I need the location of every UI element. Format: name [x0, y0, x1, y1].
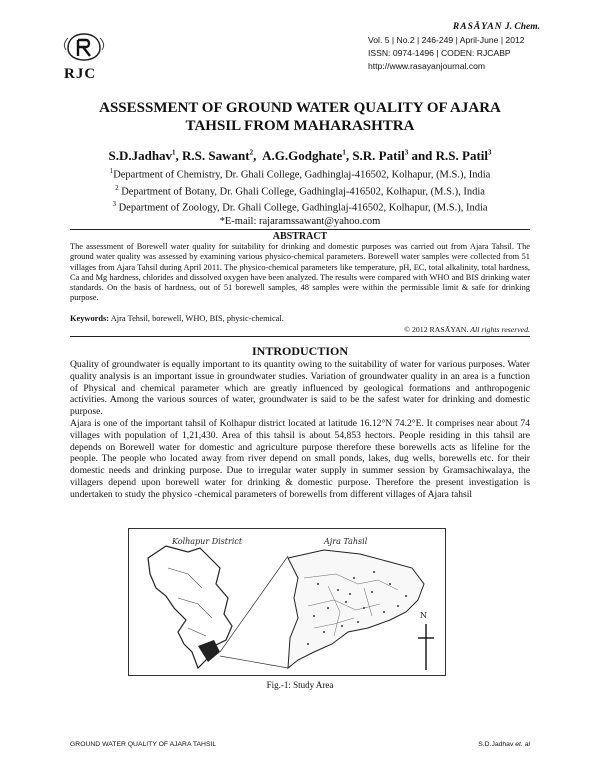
author: R.S. Sawant: [182, 148, 250, 163]
running-footer-author: S.D.Jadhav et. al: [478, 741, 530, 748]
abstract-bottom-rule: [70, 336, 530, 337]
issn-line: ISSN: 0974-1496 | CODEN: RJCABP: [368, 48, 511, 58]
affiliation: $^3$ Department of Zoology, Dr. Ghali College, Gadhinglaj-416502, Kolhapur, (M.S.), India: [112, 200, 488, 214]
right-map-label: Ajra Tahsil: [324, 537, 368, 546]
figure-caption: Fig.-1: Study Area: [266, 680, 334, 690]
journal-name: RASĀYAN J. Chem.: [452, 22, 540, 32]
keywords: Keywords: Ajra Tehsil, borewell, WHO, BIS, physic-chemical.: [70, 314, 284, 323]
paper-title: ASSESSMENT OF GROUND WATER QUALITY OF AJARA TAHSIL FROM MAHARASHTRA: [99, 100, 501, 134]
author: A.G.Godghate: [262, 148, 343, 163]
intro-paragraph-1: Quality of groundwater is equally important to its quantity owing to the suitability of water for various purposes. Water quality analysis is an important issue in groundwater studies. Variation of groundwater quality in an area is a function of Physical and chemical parameter which are greatly influenced by geological formations and anthropogenic activities. Among the various sources of water, groundwater is said to be the safest water for drinking and domestic purpose.: [70, 359, 530, 418]
author: S.R. Patil: [352, 148, 405, 163]
affiliation: $^1$Department of Chemistry, Dr. Ghali College, Gadhinglaj-416502, Kolhapur, (M.S.), India: [109, 167, 491, 181]
intro-paragraph-2: Ajara is one of the important tahsil of Kolhapur district located at latitude 16.12°N 74.2°E. It comprises near about 74 villages with population of 1,21,430. Area of this tahsil is about 54,853 hectors. People residing in this tahsil are depends on Borewell water for domestic and agriculture purpose therefore these borewells acts as lifeline for the people. The people who located away from river depend on small ponds, lakes, dug wells, borewells etc. for their domestic needs and drinking purpose. Due to irregular water supply in summer session by Gramsachiwalaya, the villagers depend upon borewell water for drinking & domestic purpose. Therefore the present investigation is undertaken to study the physico -chemical parameters of borewells from different villages of Ajara tahsil: [70, 418, 530, 500]
abstract-text: The assessment of Borewell water quality for suitability for drinking and domestic purposes was carried out from Ajara Tahsil. The ground water quality was assessed by examining various physico-chemical parameters. Borewell water samples were collected from 51 villages from Ajara Tahsil during April 2011. The physico-chemical parameters like temperature, pH, EC, total alkalinity, total hardness, Ca and Mg hardness, chlorides and dissolved oxygen have been analyzed. The results were compared with WHO and BIS drinking water standards. On the basis of hardness, out of 51 borewell samples, 48 samples were within the permissible limit & safe for drinking purpose.: [70, 242, 530, 303]
running-footer-title: GROUND WATER QUALITY OF AJARA TAHSIL: [70, 741, 217, 748]
abstract-top-rule: [70, 229, 530, 230]
introduction-heading: INTRODUCTION: [251, 344, 348, 358]
email: *E-mail: rajaramssawant@yahoo.com: [219, 216, 381, 228]
abstract-heading: ABSTRACT: [272, 231, 328, 242]
study-area-map: [128, 528, 446, 676]
author: R.S. Patil: [435, 148, 489, 163]
journal-meta: [368, 34, 540, 73]
copyright: © 2012 RASĀYAN. All rights reserved.: [404, 325, 530, 334]
north-label: N: [420, 611, 427, 620]
left-map-label: Kolhapur District: [172, 537, 243, 546]
volume-line: Vol. 5 | No.2 | 246-249 | April-June | 2012: [368, 35, 525, 45]
affiliation: $^2$ Department of Botany, Dr. Ghali College, Gadhinglaj-416502, Kolhapur, (M.S.), India: [115, 183, 485, 198]
affiliations: [0, 165, 600, 228]
journal-url[interactable]: http://www.rasayanjournal.com: [368, 61, 486, 71]
author-list: S.D.Jadhav$^1$, R.S. Sawant$^2$, A.G.Godghate$^1$, S.R. Patil$^3$ and R.S. Patil$^3$: [108, 148, 492, 163]
logo-text: RJC: [64, 66, 97, 82]
author: S.D.Jadhav: [108, 148, 173, 163]
